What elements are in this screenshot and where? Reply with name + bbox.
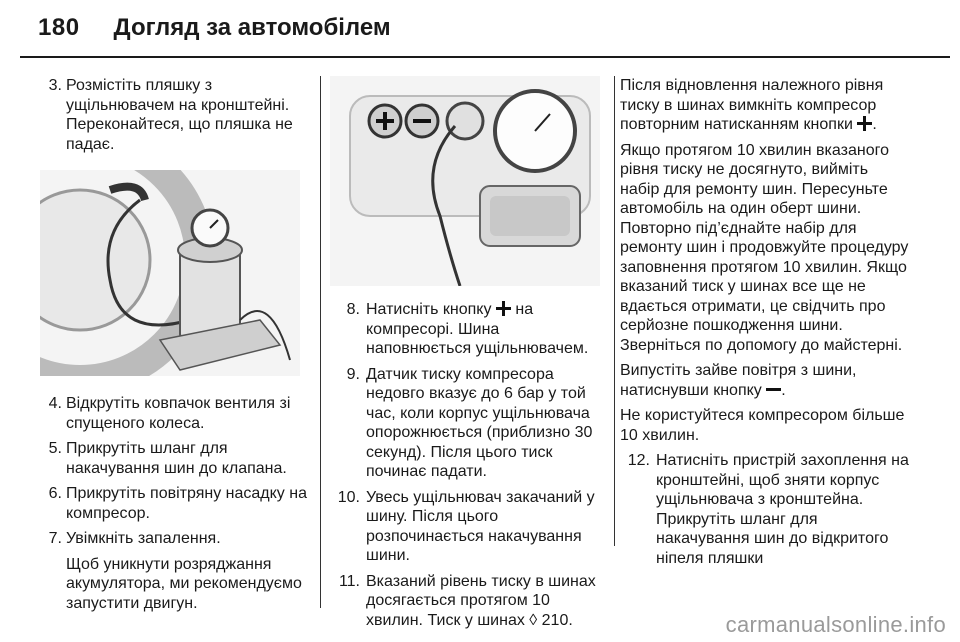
step-number: 4. [48, 395, 62, 412]
paragraph-text: . [872, 116, 877, 133]
step-7 [40, 529, 310, 613]
step-5 [40, 439, 310, 478]
step-number: 9. [346, 365, 360, 383]
page-header [38, 14, 391, 42]
step-text: Вказаний рівень тиску в шинах досягається протягом 10 хвилин. Тиск у шинах [366, 572, 596, 629]
paragraph-text: Випустіть зайве повітря з шини, натиснувши кнопку [620, 362, 857, 399]
step-3 [40, 76, 310, 154]
paragraph: Якщо протягом 10 хвилин вказаного рівня тиску не досягнуто, вийміть набір для ремонту шин. Пересуньте автомобіль на один оберт шини. Повторно під’єднайте набір для ремонту шин і продовжуйте процедуру заповнення протягом 10 хвилин. Якщо вказаний тиск у шинах все ще не вдається отримати, це свідчить про серйозне пошкодження шини. Зверніться по допомогу до майстерні. [620, 141, 909, 354]
step-number: 5. [48, 440, 62, 457]
page-reference-link[interactable]: ◊ 210. [529, 611, 573, 629]
step-text: Датчик тиску компресора недовго вказує до 6 бар у той час, коли корпус ущільнювача опорожнюється (приблизно 30 секунд). Після цього тиск починає падати. [366, 365, 593, 480]
step-8 [330, 300, 605, 359]
step-number: 3. [48, 77, 62, 94]
paragraph [620, 76, 910, 135]
step-text: на компресорі. Шина наповнюється ущільнювачем. [366, 301, 589, 357]
step-text: Натисніть кнопку [366, 301, 492, 318]
step-number: 11. [338, 572, 360, 590]
step-text: Увімкніть запалення. [66, 530, 221, 547]
sealant-bottle-illustration [40, 170, 300, 376]
column-3 [620, 76, 910, 574]
page-title: Догляд за автомобілем [113, 14, 391, 41]
step-text: Прикрутіть повітряну насадку на компресор. [66, 485, 307, 522]
minus-icon [766, 382, 781, 397]
paragraph: Не користуйтеся компресором більше 10 хвилин. [620, 407, 905, 444]
compressor-illustration [330, 76, 600, 286]
column-divider-right [614, 76, 615, 546]
column-1 [40, 76, 310, 619]
step-number: 6. [48, 485, 62, 502]
step-text: Відкрутіть ковпачок вентиля зі спущеного колеса. [66, 395, 291, 432]
step-text: Натисніть пристрій захоплення на кронштейні, щоб зняти корпус ущільнювача з кронштейна. Прикрутіть шланг для накачування шин до відкритого ніпеля пляшки [656, 452, 909, 567]
step-text: Розмістіть пляшку з ущільнювачем на кронштейні. Переконайтеся, що пляшка не падає. [66, 77, 293, 153]
step-text: Прикрутіть шланг для накачування шин до клапана. [66, 440, 287, 477]
paragraph-text: Після відновлення належного рівня тиску в шинах вимкніть компресор повторним натисканням кнопки [620, 77, 884, 133]
step-11 [330, 572, 605, 631]
step-number: 7. [48, 530, 62, 547]
header-divider [20, 56, 950, 58]
step-note: Щоб уникнути розряджання акумулятора, ми рекомендуємо запустити двигун. [66, 555, 302, 612]
step-12 [620, 451, 910, 568]
plus-icon [857, 116, 872, 131]
step-number: 10. [337, 488, 360, 506]
plus-icon [496, 301, 511, 316]
column-2 [330, 76, 605, 636]
step-number: 8. [346, 301, 360, 318]
step-9 [330, 365, 605, 482]
column-divider-left [320, 76, 321, 608]
watermark: carmanualsonline.info [725, 612, 946, 637]
step-6 [40, 484, 310, 523]
step-10 [330, 488, 605, 566]
paragraph [620, 361, 910, 400]
page-number: 180 [38, 14, 80, 41]
step-text: Увесь ущільнювач закачаний у шину. Після цього розпочинається накачування шини. [366, 488, 595, 564]
step-4 [40, 394, 310, 433]
step-number: 12. [627, 452, 650, 469]
paragraph-text: . [781, 381, 786, 399]
